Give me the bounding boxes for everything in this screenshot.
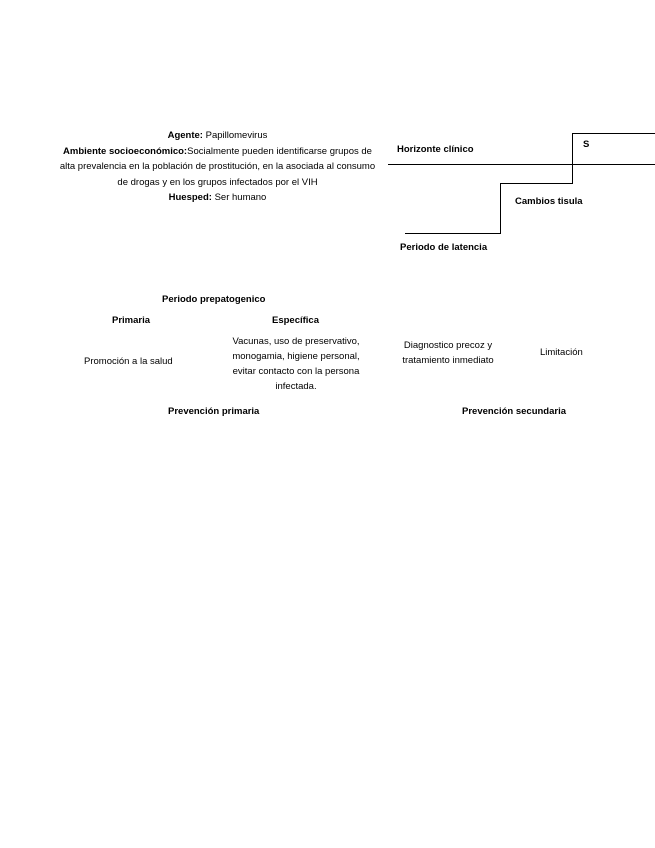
horizon-label: Horizonte clínico <box>397 144 474 155</box>
step-middle-line <box>500 183 573 184</box>
step-top-line <box>572 133 655 134</box>
specific-measures: Vacunas, uso de preservativo, monogamia, higiene personal, evitar contacto con la persona infectada. <box>232 336 360 392</box>
environment-label: Ambiente socioeconómico: <box>63 145 188 157</box>
health-promotion: Promoción a la salud <box>84 356 173 367</box>
truncated-label: S <box>583 139 590 150</box>
tissue-changes-label: Cambios tisula <box>515 196 583 207</box>
agent-line <box>55 128 380 144</box>
specific-column-header: Específica <box>272 315 319 326</box>
prepathogenic-title: Periodo prepatogenico <box>162 294 266 305</box>
triad-block <box>55 128 380 206</box>
damage-limitation: Limitación <box>540 347 583 358</box>
host-value: Ser humano <box>214 192 267 204</box>
host-label: Huesped: <box>168 192 212 204</box>
environment-line <box>55 144 380 191</box>
agent-value: Papillomevirus <box>205 130 268 141</box>
primary-prevention: Prevención primaria <box>168 406 260 417</box>
agent-label: Agente: <box>167 130 203 141</box>
primary-column-header: Primaria <box>112 315 151 326</box>
step-bottom-line <box>405 233 501 234</box>
step-lower-riser <box>500 183 501 233</box>
latency-label: Periodo de latencia <box>400 242 488 253</box>
early-diagnosis: Diagnostico precoz y tratamiento inmediato <box>402 340 494 366</box>
host-line <box>55 190 380 206</box>
secondary-prevention: Prevención secundaria <box>462 406 567 417</box>
horizon-line <box>388 164 655 165</box>
step-upper-riser <box>572 133 573 184</box>
environment-value: Socialmente pueden identificarse grupos de alta prevalencia en la población de prostitución, en la asociada al consumo de drogas y en los grupos infectados por el VIH <box>59 145 376 188</box>
